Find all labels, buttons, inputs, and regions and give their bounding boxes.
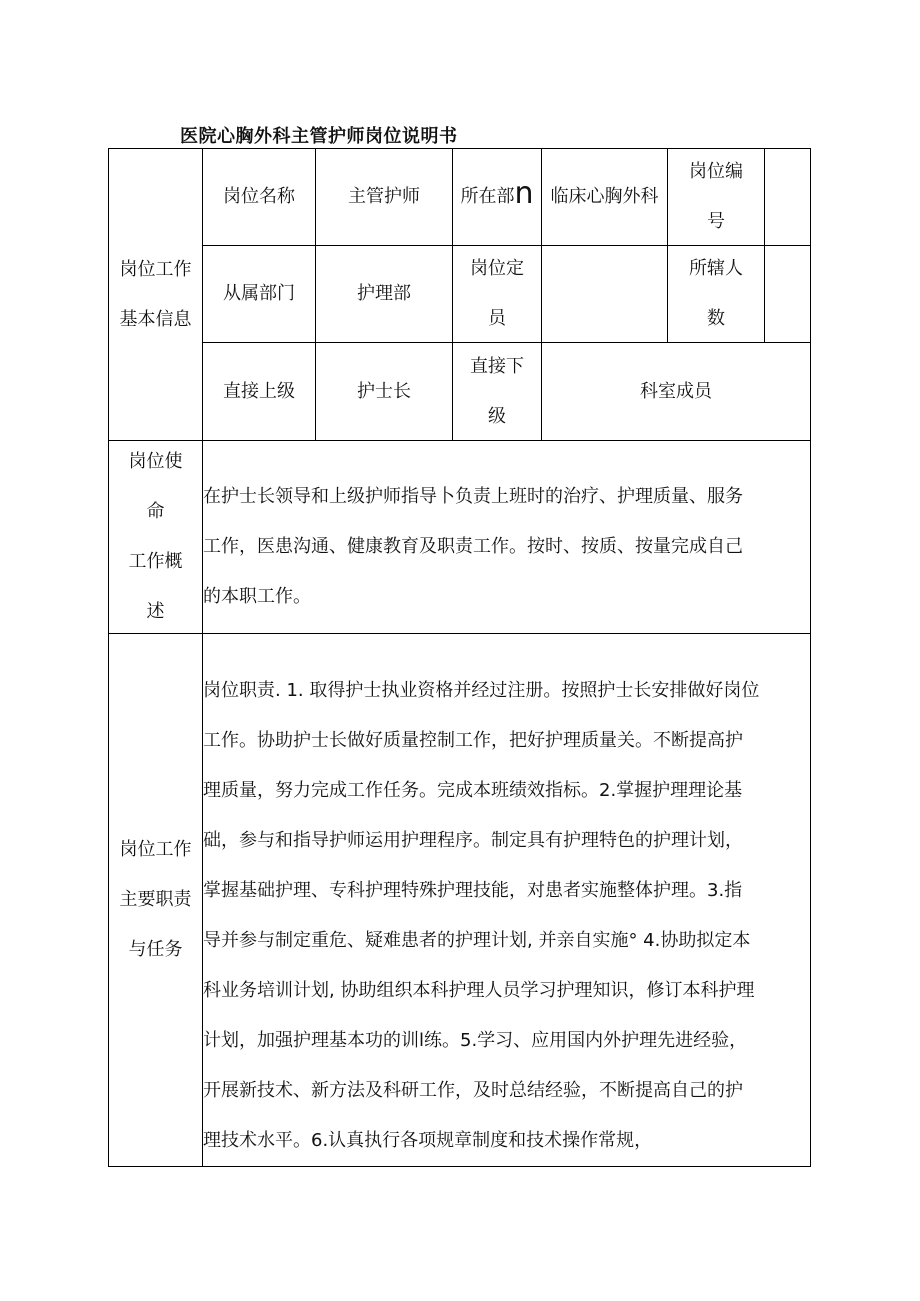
- dept-label: [453, 149, 541, 245]
- subordinate-dept-label: 从属部门: [223, 283, 295, 304]
- mission-text: [203, 472, 808, 622]
- direct-subordinate-label: [453, 343, 541, 440]
- label-line: 岗位工作: [119, 258, 192, 280]
- label-line: 基本信息: [119, 308, 192, 330]
- post-number-label: [668, 149, 764, 245]
- basic-info-section-label: [109, 149, 202, 440]
- text-line: 工作，医患沟通、健康教育及职责工作。按时、按质、按量完成自己: [203, 536, 743, 557]
- text-line: 理技术水平。6.认真执行各项规章制度和技术操作常规，: [203, 1130, 653, 1151]
- direct-superior-label: 直接上级: [223, 380, 295, 402]
- managed-count-label: [668, 246, 764, 342]
- text-line: 掌握基础护理、专科护理特殊护理技能，对患者实施整体护理。3.指: [203, 880, 743, 901]
- label-line: 岗位编: [689, 161, 743, 182]
- label-line: 所辖人: [689, 258, 743, 279]
- label-line: 与任务: [128, 939, 183, 960]
- dept-value: 临床心胸外科: [550, 186, 659, 207]
- managed-count-value: [765, 246, 810, 342]
- grid-line: [810, 148, 811, 1167]
- text-line: 科业务培训计划, 协助组织本科护理人员学习护理知识，修订本科护理: [203, 980, 755, 1001]
- label-line: 岗位工作: [119, 839, 192, 860]
- text-line: 理质量，努力完成工作任务。完成本班绩效指标。2.掌握护理理论基: [203, 780, 743, 801]
- text-line: 础，参与和指导护师运用护理程序。制定具有护理特色的护理计划，: [203, 830, 743, 851]
- post-quota-label: [453, 246, 541, 342]
- grid-line: [108, 1166, 811, 1167]
- grid-line: [108, 633, 811, 634]
- subordinate-dept-value: 护理部: [357, 283, 411, 304]
- text-line: 的本职工作。: [203, 586, 311, 607]
- label-line: 岗位使: [128, 451, 183, 472]
- label-line: 级: [488, 405, 506, 427]
- dept-label-suffix: n: [514, 176, 534, 211]
- text-line: 在护士长领导和上级护师指导卜负责上班时的治疗、护理质量、服务: [203, 486, 743, 507]
- grid-line: [108, 440, 811, 441]
- label-line: 数: [707, 308, 725, 329]
- duties-label: [109, 634, 202, 1166]
- dept-label-text: 所在部: [460, 186, 515, 207]
- label-line: 岗位定: [470, 258, 524, 279]
- label-line: 号: [707, 211, 725, 232]
- mission-label: [109, 441, 202, 633]
- post-name-value: 主管护师: [348, 186, 420, 207]
- text-line: 工作。协助护士长做好质量控制工作，把好护理质量关。不断提高护: [203, 730, 743, 751]
- post-quota-value: [542, 246, 667, 342]
- label-line: 工作概: [128, 551, 183, 572]
- document-title: 医院心胸外科主管护师岗位说明书: [180, 126, 458, 147]
- text-line: 开展新技术、新方法及科研工作，及时总结经验，不断提高自己的护: [203, 1080, 743, 1101]
- label-line: 员: [488, 308, 506, 329]
- label-line: 直接下: [470, 355, 524, 377]
- label-line: 主要职责: [119, 889, 192, 910]
- direct-superior-value: 护士长: [357, 380, 411, 402]
- label-line: 命: [146, 501, 165, 522]
- duties-text: [203, 666, 808, 1166]
- post-name-label: 岗位名称: [223, 186, 295, 207]
- label-line: 述: [146, 601, 165, 622]
- direct-subordinate-value: 科室成员: [640, 380, 712, 402]
- text-line: 计划，加强护理基本功的训l练。5.学习、应用国内外护理先进经验，: [203, 1030, 748, 1051]
- text-line: 导并参与制定重危、疑难患者的护理计划, 并亲自实施° 4.协助拟定本: [203, 930, 751, 951]
- post-number-value: [765, 149, 810, 245]
- text-line: 岗位职责. 1. 取得护士执业资格并经过注册。按照护士长安排做好岗位: [203, 680, 760, 701]
